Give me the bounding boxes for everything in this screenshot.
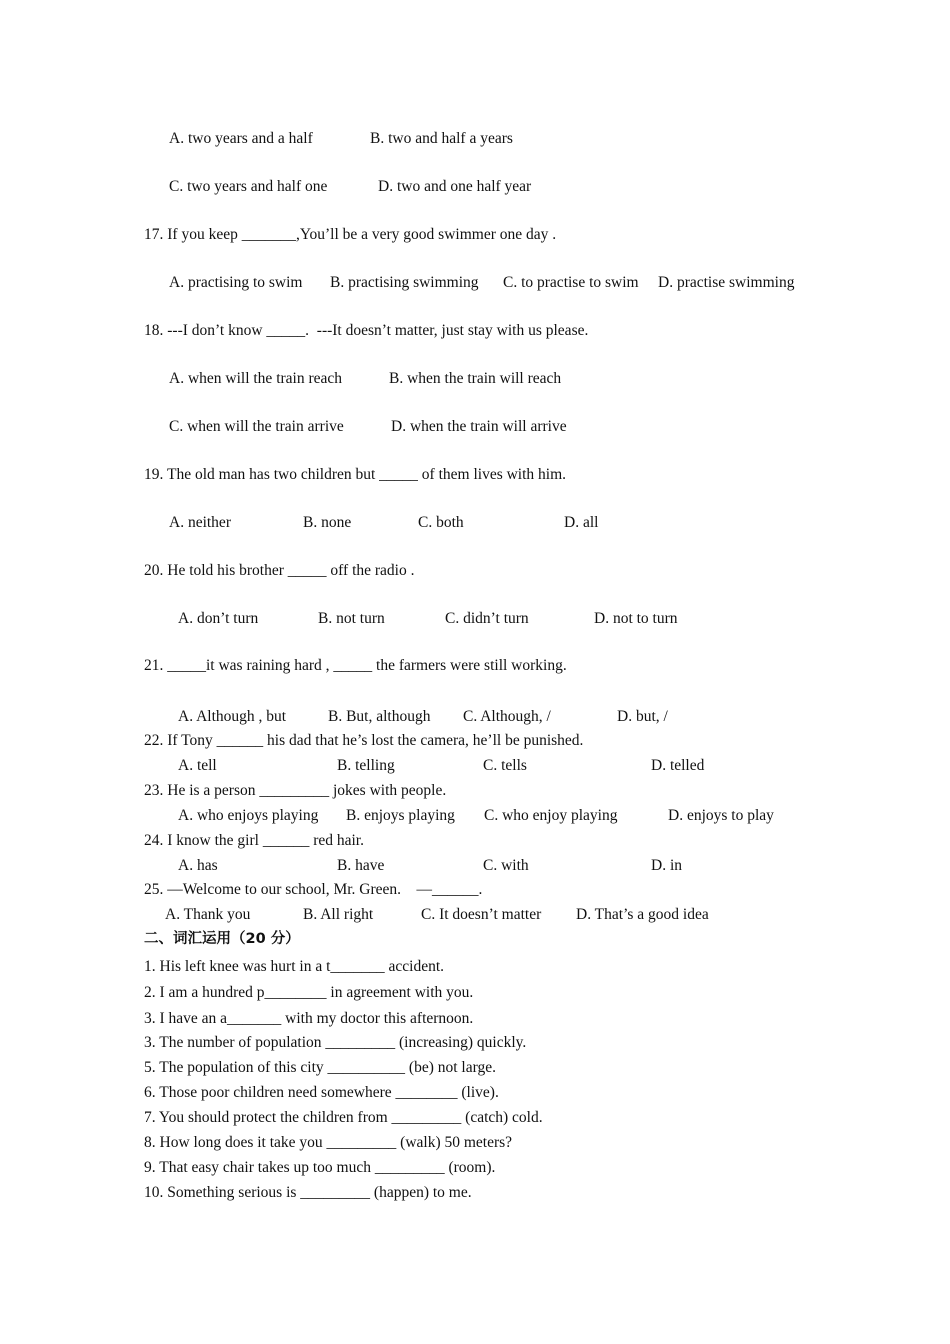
q25-stem: 25. —Welcome to our school, Mr. Green. —______. (144, 881, 483, 898)
vocab-item-8: 8. How long does it take you _________ (walk) 50 meters? (144, 1134, 513, 1151)
vocab-item-3: 3. I have an a_______ with my doctor this afternoon. (144, 1010, 474, 1027)
q25-option-b: B. All right (303, 906, 374, 923)
q23-option-c: C. who enjoy playing (484, 807, 618, 824)
q17-option-c: C. to practise to swim (503, 274, 639, 291)
q24-stem: 24. I know the girl ______ red hair. (144, 832, 364, 849)
q22-option-a: A. tell (178, 757, 217, 774)
vocab-item-2: 2. I am a hundred p________ in agreement with you. (144, 984, 474, 1001)
q20-option-d: D. not to turn (594, 610, 678, 627)
q22-option-b: B. telling (337, 757, 395, 774)
vocab-item-7: 7. You should protect the children from _________ (catch) cold. (144, 1109, 543, 1126)
q18-option-a: A. when will the train reach (169, 370, 343, 387)
q20-option-a: A. don’t turn (178, 610, 259, 627)
q23-option-b: B. enjoys playing (346, 807, 455, 824)
vocab-item-5: 5. The population of this city __________ (be) not large. (144, 1059, 496, 1076)
q19-option-c: C. both (418, 514, 464, 531)
q20-stem: 20. He told his brother _____ off the radio . (144, 562, 415, 579)
q21-option-a: A. Although , but (178, 708, 287, 725)
vocab-item-6: 6. Those poor children need somewhere ________ (live). (144, 1084, 499, 1101)
q24-option-c: C. with (483, 857, 529, 874)
q18-option-d: D. when the train will arrive (391, 418, 567, 435)
q25-option-a: A. Thank you (165, 906, 251, 923)
vocab-item-9: 9. That easy chair takes up too much _________ (room). (144, 1159, 496, 1176)
q16-option-b: B. two and half a years (370, 130, 513, 147)
q19-option-b: B. none (303, 514, 352, 531)
q19-option-a: A. neither (169, 514, 231, 531)
q21-option-b: B. But, although (328, 708, 431, 725)
q25-option-d: D. That’s a good idea (576, 906, 709, 923)
q21-option-c: C. Although, / (463, 708, 551, 725)
q18-stem: 18. ---I don’t know _____. ---It doesn’t matter, just stay with us please. (144, 322, 589, 339)
q17-option-d: D. practise swimming (658, 274, 795, 291)
q20-option-c: C. didn’t turn (445, 610, 529, 627)
q24-option-a: A. has (178, 857, 218, 874)
q16-option-d: D. two and one half year (378, 178, 532, 195)
q22-option-d: D. telled (651, 757, 705, 774)
q18-option-b: B. when the train will reach (389, 370, 562, 387)
q23-option-d: D. enjoys to play (668, 807, 774, 824)
vocab-item-10: 10. Something serious is _________ (happen) to me. (144, 1184, 472, 1201)
q24-option-b: B. have (337, 857, 385, 874)
vocab-item-1: 1. His left knee was hurt in a t_______ accident. (144, 958, 445, 975)
q16-option-c: C. two years and half one (169, 178, 328, 195)
q23-stem: 23. He is a person _________ jokes with people. (144, 782, 447, 799)
q19-option-d: D. all (564, 514, 599, 531)
q21-option-d: D. but, / (617, 708, 668, 725)
q22-option-c: C. tells (483, 757, 527, 774)
q21-stem: 21. _____it was raining hard , _____ the farmers were still working. (144, 657, 567, 674)
q17-option-b: B. practising swimming (330, 274, 479, 291)
q24-option-d: D. in (651, 857, 682, 874)
section-2-title: 二、词汇运用（20 分） (144, 931, 300, 947)
q19-stem: 19. The old man has two children but _____ of them lives with him. (144, 466, 567, 483)
q23-option-a: A. who enjoys playing (178, 807, 319, 824)
vocab-item-4: 3. The number of population _________ (increasing) quickly. (144, 1034, 527, 1051)
q16-option-a: A. two years and a half (169, 130, 313, 147)
q17-option-a: A. practising to swim (169, 274, 303, 291)
q18-option-c: C. when will the train arrive (169, 418, 344, 435)
q20-option-b: B. not turn (318, 610, 385, 627)
q25-option-c: C. It doesn’t matter (421, 906, 542, 923)
q22-stem: 22. If Tony ______ his dad that he’s lost the camera, he’ll be punished. (144, 732, 584, 749)
q17-stem: 17. If you keep _______,You’ll be a very good swimmer one day . (144, 226, 557, 243)
